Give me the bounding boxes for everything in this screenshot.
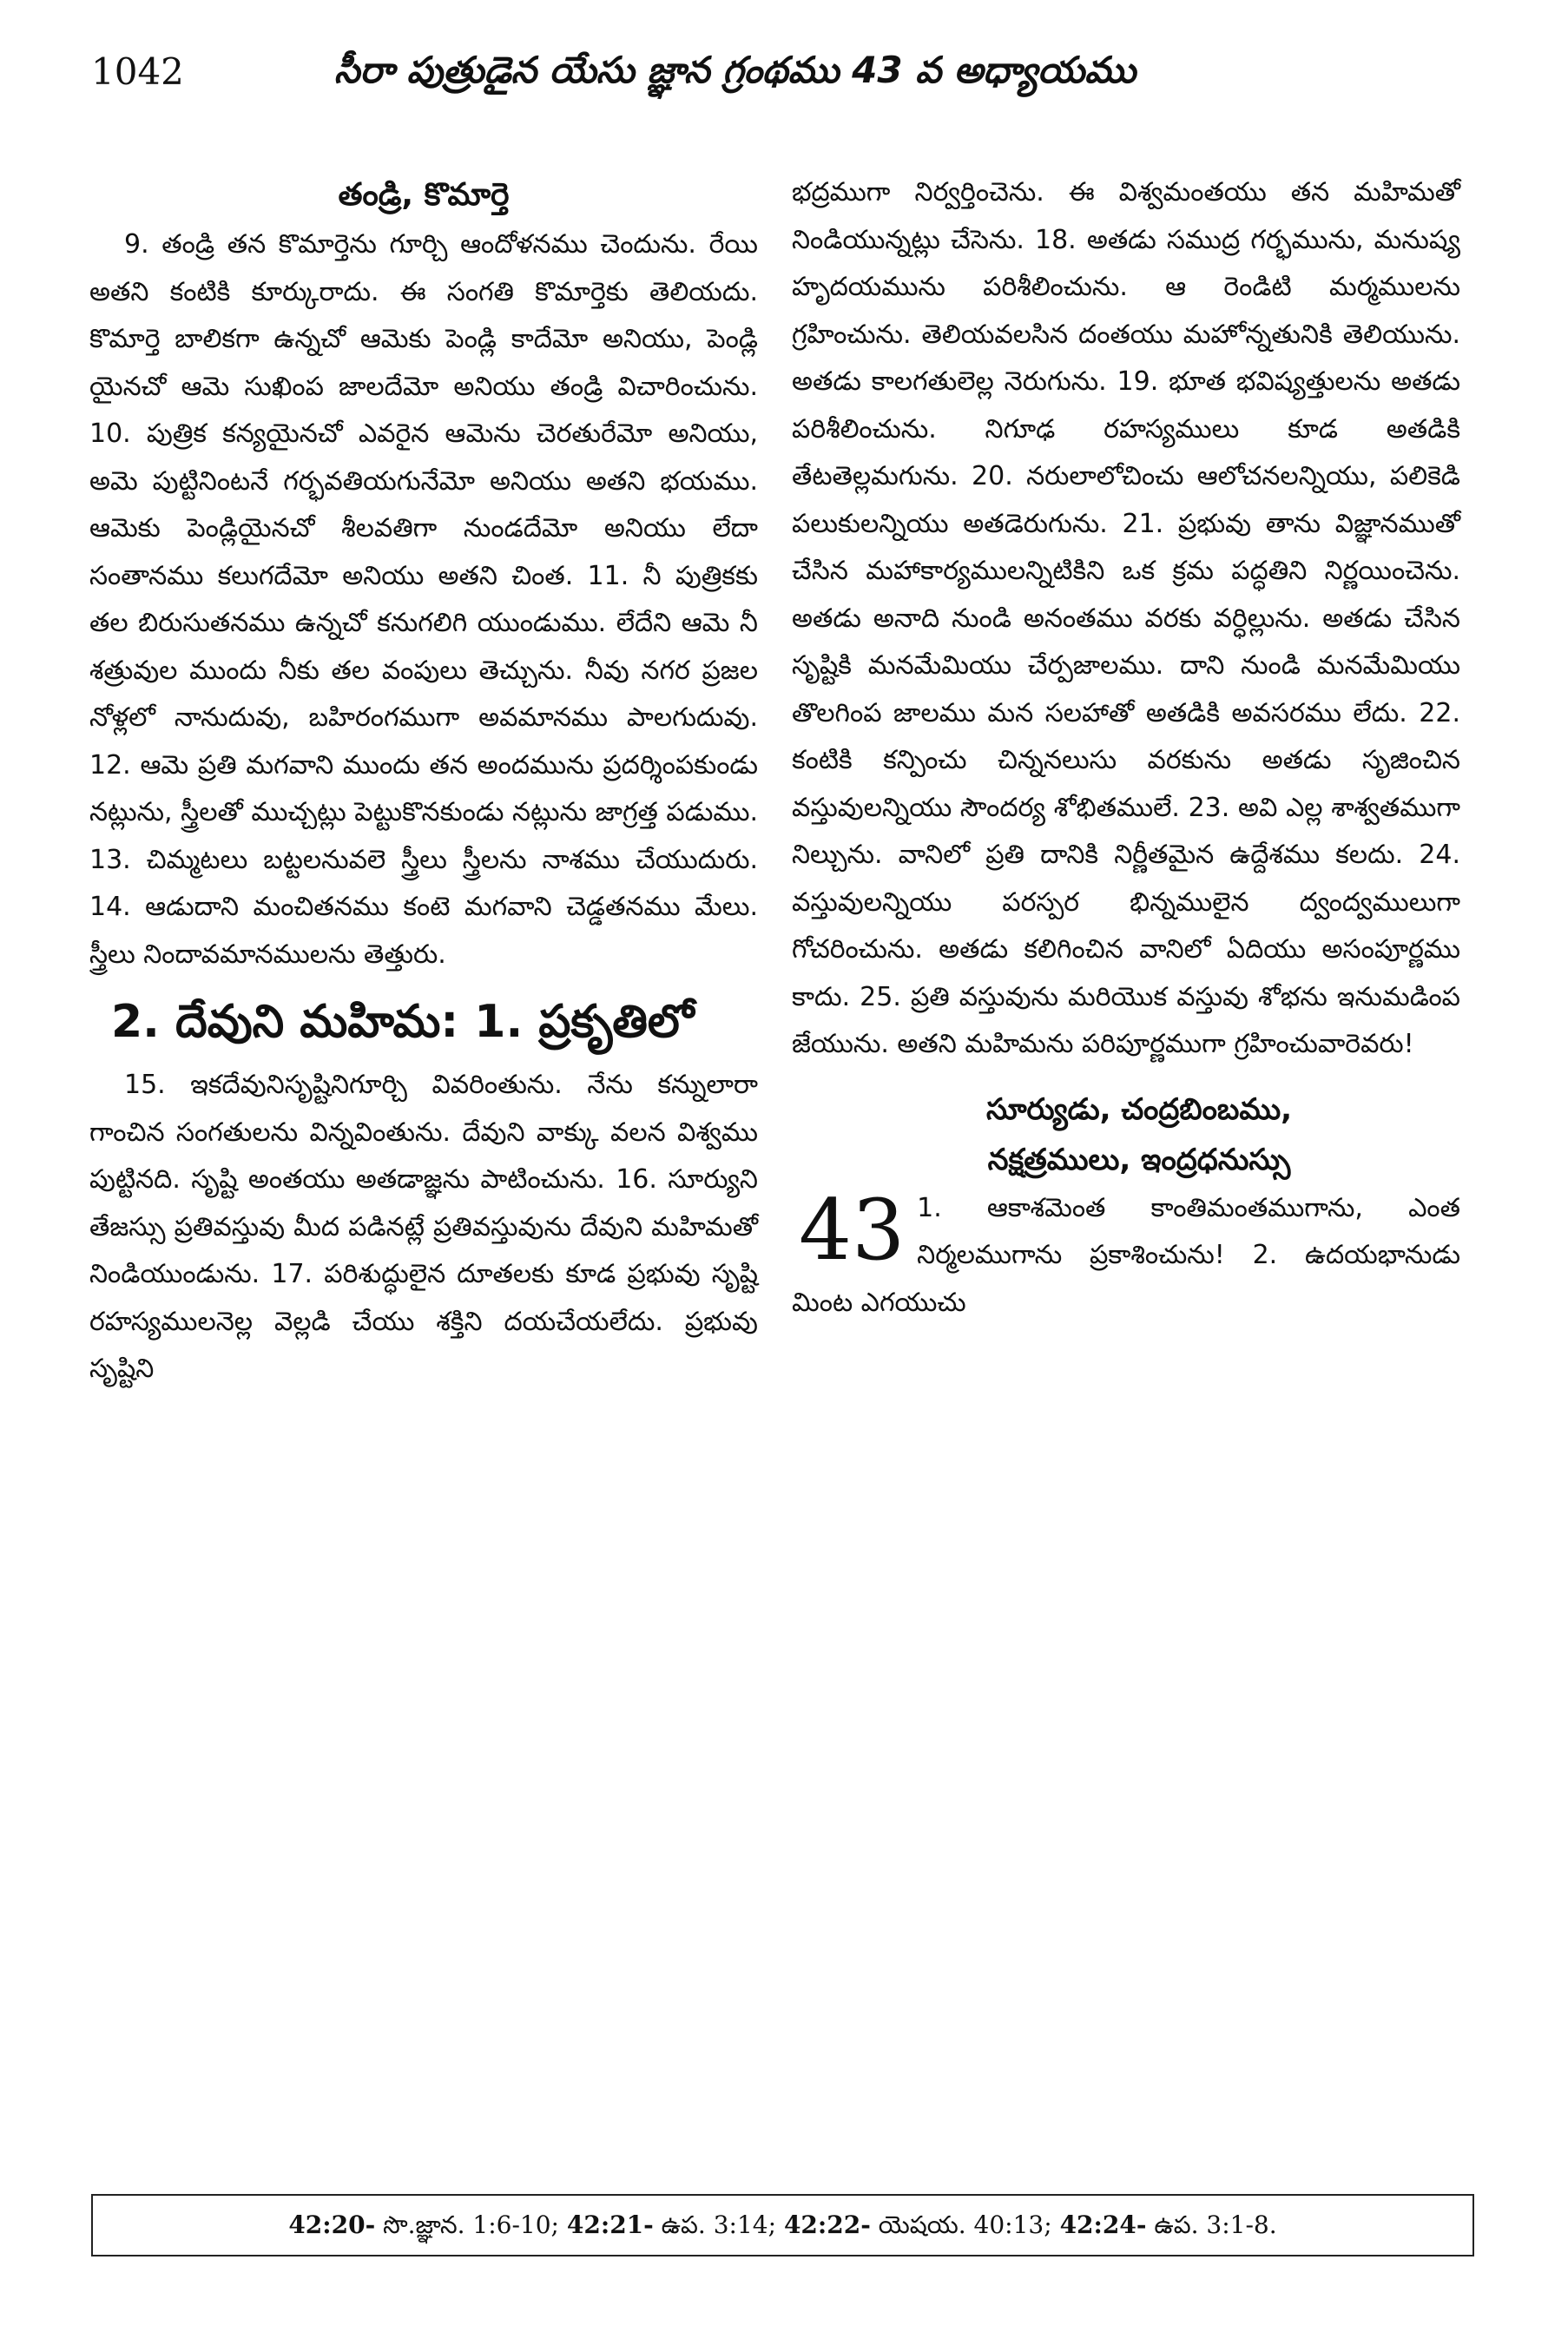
footnote-ref: 42:24- — [1059, 2210, 1147, 2239]
footnote-ref: 42:22- — [783, 2210, 871, 2239]
chapter-43-start — [792, 1181, 1460, 1328]
verses-17-25: భద్రముగా నిర్వర్తించెను. ఈ విశ్వమంతయు తన మహిమతో నిండియున్నట్లు చేసెను. 18. అతడు సముద్ర గర్భమును, మనుష్య హృదయమును పరిశీలించును. ఆ రెండిటి మర్మములను గ్రహించును. తెలియవలసిన దంతయు మహోన్నతునికి తెలియును. అతడు కాలగతులెల్ల నెరుగును. 19. భూత భవిష్యత్తులను అతడు పరిశీలించును. నిగూఢ రహస్యములు కూడ అతడికి తేటతెల్లమగును. 20. నరులాలోచించు ఆలోచనలన్నియు, పలికెడి పలుకులన్నియు అతడెరుగును. 21. ప్రభువు తాను విజ్ఞానముతో చేసిన మహాకార్యములన్నిటికిని ఒక క్రమ పద్ధతిని నిర్ణయించెను. అతడు అనాది నుండి అనంతము వరకు వర్ధిల్లును. అతడు చేసిన సృష్టికి మనమేమియు చేర్పజాలము. దాని నుండి మనమేమియు తొలగింప జాలము మన సలహాతో అతడికి అవసరము లేదు. 22. కంటికి కన్పించు చిన్ననలుసు వరకును అతడు సృజించిన వస్తువులన్నియు సౌందర్య శోభితములే. 23. అవి ఎల్ల శాశ్వతముగా నిల్చును. వానిలో ప్రతి దానికి నిర్ణీతమైన ఉద్దేశము కలదు. 24. వస్తువులన్నియు పరస్పర భిన్నములైన ద్వంద్వములుగా గోచరించును. అతడు కలిగించిన వానిలో ఏదియు అసంపూర్ణము కాదు. 25. ప్రతి వస్తువును మరియొక వస్తువు శోభను ఇనుమడింప జేయును. అతని మహిమను పరిపూర్ణముగా గ్రహించువారెవరు! — [792, 177, 1460, 1059]
heading-line-2: నక్షత్రములు, ఇంద్రధనుస్సు — [987, 1142, 1291, 1177]
cross-reference-footnote — [91, 2194, 1474, 2256]
left-column — [89, 169, 758, 1393]
verses-15-17: 15. ఇకదేవునిసృష్టినిగూర్చి వివరింతును. నేను కన్నులారా గాంచిన సంగతులను విన్నవింతును. దేవుని వాక్కు వలన విశ్వము పుట్టినది. సృష్టి అంతయు అతడాజ్ఞను పాటించును. 16. సూర్యుని తేజస్సు ప్రతివస్తువు మీద పడినట్లే ప్రతివస్తువును దేవుని మహిమతో నిండియుండును. 17. పరిశుద్ధులైన దూతలకు కూడ ప్రభువు సృష్టి రహస్యములనెల్ల వెల్లడి చేయు శక్తిని దయచేయలేదు. ప్రభువు సృష్టిని — [89, 1070, 758, 1384]
footnote-text: యెషయ. 40:13; — [870, 2210, 1060, 2239]
verses-9-14: 9. తండ్రి తన కొమార్తెను గూర్చి ఆందోళనము చెందును. రేయి అతని కంటికి కూర్కురాదు. ఈ సంగతి కొమార్తెకు తెలియదు. కొమార్తె బాలికగా ఉన్నచో ఆమెకు పెండ్లి కాదేమో అనియు, పెండ్లి యైనచో ఆమె సుఖింప జాలదేమో అనియు తండ్రి విచారించును. 10. పుత్రిక కన్యయైనచో ఎవరైన ఆమెను చెరతురేమో అనియు, అమె పుట్టినింటనే గర్భవతియగునేమో అనియు అతని భయము. ఆమెకు పెండ్లియైనచో శీలవతిగా నుండదేమో అనియు లేదా సంతానము కలుగదేమో అనియు అతని చింత. 11. నీ పుత్రికకు తల బిరుసుతనము ఉన్నచో కనుగలిగి యుండుము. లేదేని ఆమె నీ శత్రువుల ముందు నీకు తల వంపులు తెచ్చును. నీవు నగర ప్రజల నోళ్లలో నానుదువు, బహిరంగముగా అవమానము పాలగుదువు. 12. ఆమె ప్రతి మగవాని ముందు తన అందమును ప్రదర్శింపకుండు నట్లును, స్త్రీలతో ముచ్చట్లు పెట్టుకొనకుండు నట్లును జాగ్రత్త పడుము. 13. చిమ్మటలు బట్టలనువలె స్త్రీలు స్త్రీలను నాశము చేయుదురు. 14. ఆడుదాని మంచితనము కంటె మగవాని చెడ్డతనము మేలు. స్త్రీలు నిందావమానములను తెత్తురు. — [89, 229, 758, 970]
section-heading-father-daughter: తండ్రి, కొమార్తె — [338, 177, 510, 213]
footnote-text: సొ.జ్ఞాన. 1:6-10; — [375, 2210, 567, 2239]
footnote-ref: 42:21- — [566, 2210, 654, 2239]
page-header — [91, 43, 1472, 113]
footnote-text: ఉప. 3:14; — [653, 2210, 784, 2239]
right-column — [792, 169, 1460, 1327]
heading-line-1: సూర్యుడు, చంద్రబింబము, — [985, 1091, 1293, 1127]
section-heading-glory-of-god: 2. దేవుని మహిమ: 1. ప్రకృతిలో — [111, 996, 695, 1048]
footnote-text: ఉప. 3:1-8. — [1146, 2210, 1277, 2239]
page-number: 1042 — [91, 50, 184, 93]
section-heading-sun-moon — [818, 1084, 1460, 1185]
chapter-number: 43 — [799, 1181, 906, 1279]
verses-1-2: 1. ఆకాశమెంత కాంతిమంతముగాను, ఎంత నిర్మలముగాను ప్రకాశించును! 2. ఉదయభానుడు మింట ఎగయుచు — [792, 1192, 1460, 1318]
running-title: సీరా పుత్రుడైన యేసు జ్ఞాన గ్రంథము 43 వ అధ్యాయము — [334, 49, 1136, 91]
footnote-ref: 42:20- — [288, 2210, 376, 2239]
